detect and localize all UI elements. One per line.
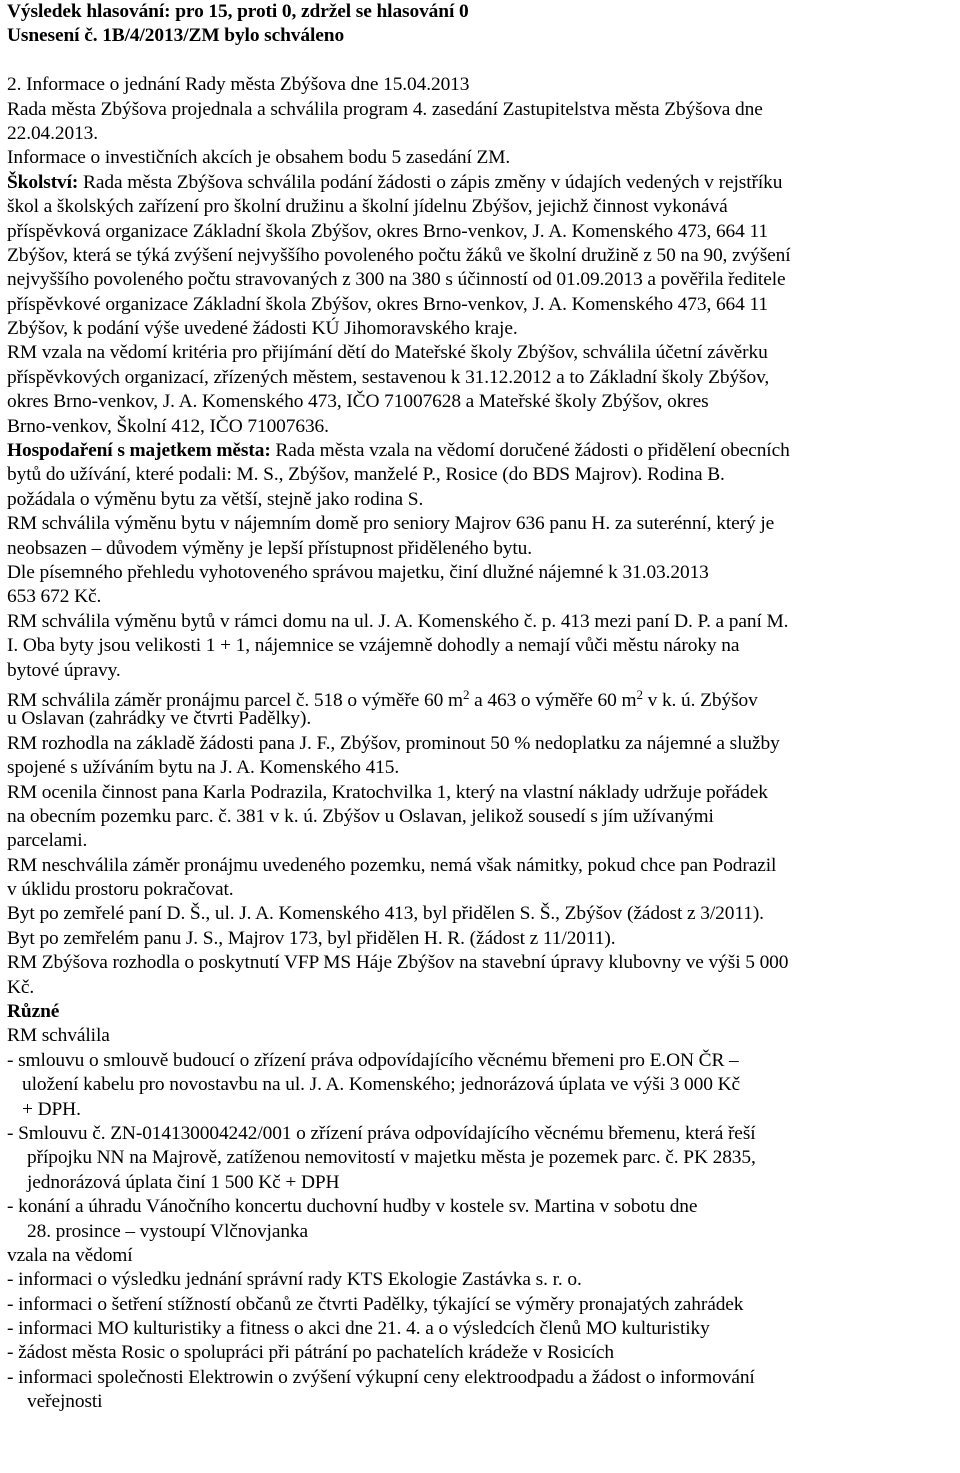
paragraph-line: Zbýšov, k podání výše uvedené žádosti KÚ Jihomoravského kraje.: [7, 318, 518, 340]
paragraph-line: Byt po zemřelém panu J. S., Majrov 173, byl přidělen H. R. (žádost z 11/2011).: [7, 927, 616, 949]
rm-approved-label: RM schválila: [7, 1025, 110, 1047]
list-item: - informaci společnosti Elektrowin o zvýšení výkupní ceny elektroodpadu a žádost o informování: [7, 1366, 755, 1388]
paragraph-line: RM rozhodla na základě žádosti pana J. F., Zbýšov, prominout 50 % nedoplatku za nájemné a služby: [7, 732, 780, 754]
list-item-continuation: + DPH.: [22, 1098, 81, 1120]
paragraph-line: RM Zbýšova rozhodla o poskytnutí VFP MS Háje Zbýšov na stavební úpravy klubovny ve výši 5 000: [7, 952, 789, 974]
paragraph-line: Rada města Zbýšova projednala a schválila program 4. zasedání Zastupitelstva města Zbýšova dne: [7, 98, 763, 120]
list-item-continuation: uložení kabelu pro novostavbu na ul. J. A. Komenského; jednorázová úplata ve výši 3 000 Kč: [22, 1074, 740, 1096]
list-item: - informaci o šetření stížností občanů ze čtvrti Padělky, týkající se výměry pronajatých zahrádek: [7, 1293, 744, 1315]
paragraph-line: parcelami.: [7, 830, 88, 852]
skolstvi-label: Školství:: [7, 171, 79, 193]
superscript: 2: [636, 686, 643, 702]
paragraph-line: Informace o investičních akcích je obsahem bodu 5 zasedání ZM.: [7, 147, 511, 169]
parcel-text-c: v k. ú. Zbýšov: [642, 689, 758, 711]
noted-label: vzala na vědomí: [7, 1244, 133, 1266]
list-item: - informaci o výsledku jednání správní rady KTS Ekologie Zastávka s. r. o.: [7, 1269, 582, 1291]
hospodareni-line: [7, 439, 960, 463]
skolstvi-text: Rada města Zbýšova schválila podání žádosti o zápis změny v údajích vedených v rejstříku: [78, 171, 783, 193]
paragraph-line: bytové úpravy.: [7, 659, 121, 681]
paragraph-line: na obecním pozemku parc. č. 381 v k. ú. Zbýšov u Oslavan, jelikož sousedí s jím užívanými: [7, 805, 714, 827]
paragraph-line: Zbýšov, která se týká zvýšení nejvyššího povoleného počtu žáků ve školní družině z 50 na 90, zvýšení: [7, 244, 791, 266]
paragraph-line: spojené s užíváním bytu na J. A. Komenského 415.: [7, 757, 400, 779]
paragraph-line: RM vzala na vědomí kritéria pro přijímání dětí do Mateřské školy Zbýšov, schválila účetní závěrku: [7, 342, 768, 364]
hospodareni-label: Hospodaření s majetkem města:: [7, 440, 271, 462]
paragraph-line: neobsazen – důvodem výměny je lepší přístupnost přiděleného bytu.: [7, 537, 533, 559]
skolstvi-line: [7, 171, 960, 195]
paragraph-line: RM ocenila činnost pana Karla Podrazila, Kratochvilka 1, který na vlastní náklady udržuje pořádek: [7, 781, 768, 803]
paragraph-line: okres Brno-venkov, J. A. Komenského 473, IČO 71007628 a Mateřské školy Zbýšov, okres: [7, 391, 709, 413]
list-item: - informaci MO kulturistiky a fitness o akci dne 21. 4. a o výsledcích členů MO kulturistiky: [7, 1318, 710, 1340]
parcel-line: [7, 683, 960, 711]
hospodareni-text: Rada města vzala na vědomí doručené žádosti o přidělení obecních: [270, 440, 790, 462]
resolution-approved: Usnesení č. 1B/4/2013/ZM bylo schváleno: [7, 25, 345, 47]
blank-line: [7, 49, 960, 73]
list-item-continuation: jednorázová úplata činí 1 500 Kč + DPH: [27, 1171, 340, 1193]
paragraph-line: RM neschválila záměr pronájmu uvedeného pozemku, nemá však námitky, pokud chce pan Podrazil: [7, 854, 777, 876]
paragraph-line: příspěvkových organizací, zřízených městem, sestavenou k 31.12.2012 a to Základní školy Zbýšov,: [7, 366, 770, 388]
paragraph-line: Byt po zemřelé paní D. Š., ul. J. A. Komenského 413, byl přidělen S. Š., Zbýšov (žádost z 3/2011).: [7, 903, 764, 925]
section-heading: 2. Informace o jednání Rady města Zbýšova dne 15.04.2013: [7, 74, 470, 96]
list-item-continuation: veřejnosti: [27, 1391, 103, 1413]
paragraph-line: příspěvková organizace Základní škola Zbýšov, okres Brno-venkov, J. A. Komenského 473, 664 11: [7, 220, 768, 242]
superscript: 2: [462, 686, 470, 702]
paragraph-line: v úklidu prostoru pokračovat.: [7, 879, 234, 901]
paragraph-line: I. Oba byty jsou velikosti 1 + 1, nájemnice se vzájemně dohodly a nemají vůči městu nároky na: [7, 635, 740, 657]
list-item: - Smlouvu č. ZN-014130004242/001 o zřízení práva odpovídajícího věcnému břemenu, která řeší: [7, 1122, 756, 1144]
list-item: - smlouvu o smlouvě budoucí o zřízení práva odpovídajícího věcnému břemeni pro E.ON ČR –: [7, 1049, 739, 1071]
paragraph-line: škol a školských zařízení pro školní družinu a školní jídelnu Zbýšov, jejichž činnost vykonává: [7, 196, 728, 218]
paragraph-line: 22.04.2013.: [7, 122, 99, 144]
paragraph-line: 653 672 Kč.: [7, 586, 102, 608]
vote-result: Výsledek hlasování: pro 15, proti 0, zdržel se hlasování 0: [7, 1, 469, 22]
paragraph-line: u Oslavan (zahrádky ve čtvrti Padělky).: [7, 708, 312, 730]
list-item-continuation: 28. prosince – vystoupí Vlčnovjanka: [27, 1220, 309, 1242]
paragraph-line: příspěvkové organizace Základní škola Zbýšov, okres Brno-venkov, J. A. Komenského 473, 664 11: [7, 293, 768, 315]
paragraph-line: RM schválila výměnu bytů v rámci domu na ul. J. A. Komenského č. p. 413 mezi paní D. P. a paní M.: [7, 610, 789, 632]
paragraph-line: nejvyššího povoleného počtu stravovaných z 300 na 380 s účinností od 01.09.2013 a pověřila ředitele: [7, 269, 786, 291]
paragraph-line: RM schválila výměnu bytu v nájemním domě pro seniory Majrov 636 panu H. za suterénní, který je: [7, 513, 775, 535]
list-item: - žádost města Rosic o spolupráci při pátrání po pachatelích krádeže v Rosicích: [7, 1342, 615, 1364]
list-item-continuation: přípojku NN na Majrově, zatíženou nemovitostí v majetku města je pozemek parc. č. PK 2835,: [27, 1147, 756, 1169]
parcel-text-b: a 463 o výměře 60 m: [469, 689, 637, 711]
parcel-text-a: RM schválila záměr pronájmu parcel č. 518 o výměře 60 m: [7, 689, 463, 711]
paragraph-line: Brno-venkov, Školní 412, IČO 71007636.: [7, 415, 329, 437]
paragraph-line: Kč.: [7, 976, 35, 998]
list-item: - konání a úhradu Vánočního koncertu duchovní hudby v kostele sv. Martina v sobotu dne: [7, 1196, 698, 1218]
paragraph-line: požádala o výměnu bytu za větší, stejně jako rodina S.: [7, 488, 424, 510]
paragraph-line: Dle písemného přehledu vyhotoveného správou majetku, činí dlužné nájemné k 31.03.2013: [7, 561, 709, 583]
paragraph-line: bytů do užívání, které podali: M. S., Zbýšov, manželé P., Rosice (do BDS Majrov). Rodina B.: [7, 464, 725, 486]
ruzne-heading: Různé: [7, 1001, 60, 1023]
